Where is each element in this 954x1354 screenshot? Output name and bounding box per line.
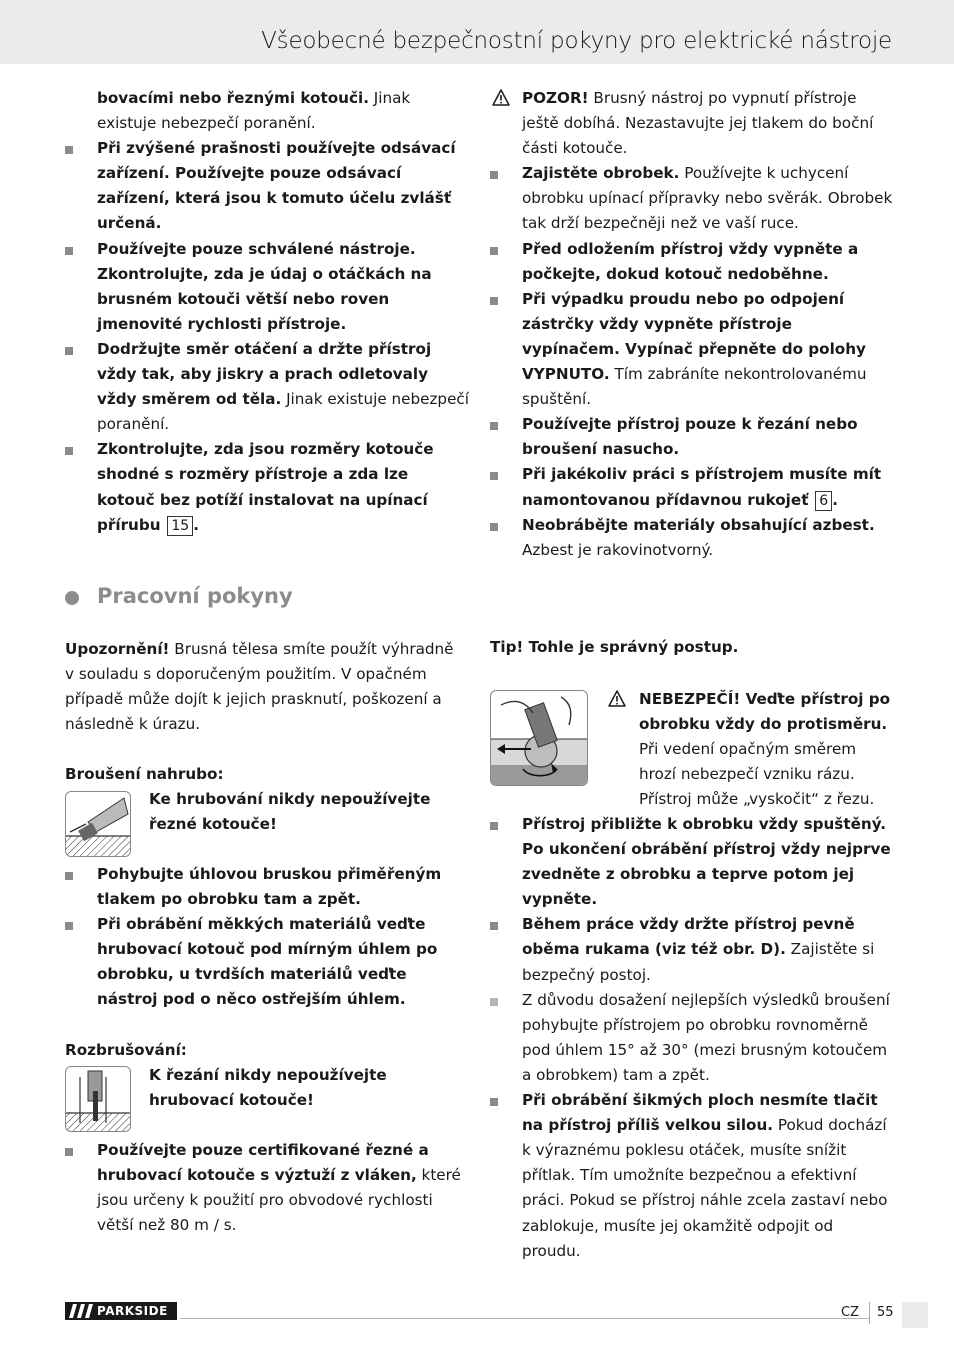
- rough-heading: Broušení nahrubo:: [65, 765, 224, 783]
- bullet-icon: [65, 146, 73, 154]
- bullet-icon: [490, 922, 498, 930]
- warning-triangle-icon: [492, 89, 510, 107]
- list-item: Přístroj přibližte k obrobku vždy spuštěný. Po ukončení obrábění přístroj vždy nejprve zvedněte z obrobku a teprve potom jej vypněte.: [490, 812, 895, 912]
- bullet-icon: [65, 447, 73, 455]
- bullet-icon: [490, 1098, 498, 1106]
- right-column-bottom: [490, 812, 895, 1264]
- danger-block-top: NEBEZPEČÍ! Veďte přístroj po obrobku vždy do protisměru. Při vedení opačným směrem hrozí nebezpečí vzniku rázu. Přístroj může „vyskočit“ z řezu.: [606, 687, 896, 812]
- list-item: Zajistěte obrobek. Používejte k uchycení obrobku upínací přípravky nebo svěrák. Obrobek tak drží bezpečněji než ve vaší ruce.: [490, 161, 895, 236]
- bullet-icon: [490, 523, 498, 531]
- list-item: Při obrábění měkkých materiálů veďte hrubovací kotouč pod mírným úhlem po obrobku, u tvrdších materiálů veďte nástroj pod o něco ostřejším úhlem.: [65, 912, 470, 1012]
- rough-warning: Ke hrubování nikdy nepoužívejte řezné kotouče!: [149, 790, 431, 834]
- cutting-illustration: [65, 1066, 131, 1132]
- list-item: Dodržujte směr otáčení a držte přístroj vždy tak, aby jiskry a prach odletovaly vždy směrem od těla. Jinak existuje nebezpečí poranění.: [65, 337, 470, 437]
- tip-line: Tip! Tohle je správný postup.: [490, 638, 739, 656]
- cut-heading: Rozbrušování:: [65, 1041, 187, 1059]
- cut-warning: K řezání nikdy nepoužívejte hrubovací kotouče!: [149, 1066, 387, 1110]
- cutter-image: [66, 1067, 130, 1131]
- language-code: CZ: [841, 1305, 859, 1320]
- left-column-top: [65, 86, 470, 538]
- footer-tab: [902, 1302, 928, 1328]
- reference-number: 6: [815, 491, 832, 511]
- list-item: Zkontrolujte, zda jsou rozměry kotouče shodné s rozměry přístroje a zda lze kotouč bez potíží instalovat na upínací přírubu 15 .: [65, 437, 470, 537]
- rough-list: [65, 862, 470, 1013]
- bullet-icon: [490, 171, 498, 179]
- list-item: Používejte přístroj pouze k řezání nebo broušení nasucho.: [490, 412, 895, 462]
- grinder-image: [66, 792, 130, 856]
- bullet-icon: [490, 297, 498, 305]
- list-item: Před odložením přístroj vždy vypněte a počkejte, dokud kotouč nedoběhne.: [490, 237, 895, 287]
- list-item: Během práce vždy držte přístroj pevně oběma rukama (viz též obr. D). Zajistěte si bezpečný postoj.: [490, 912, 895, 987]
- footer-separator: [869, 1302, 870, 1324]
- section-heading: Pracovní pokyny: [65, 584, 293, 608]
- section-bullet-icon: [65, 591, 79, 605]
- page-title: Všeobecné bezpečnostní pokyny pro elektrické nástroje: [261, 28, 892, 54]
- bullet-icon: [490, 822, 498, 830]
- cut-list: [65, 1138, 470, 1238]
- bullet-icon: [490, 422, 498, 430]
- list-item: Používejte pouze schválené nástroje. Zkontrolujte, zda je údaj o otáčkách na brusném kotouči větší nebo roven jmenovité rychlosti přístroje.: [65, 237, 470, 337]
- bullet-icon: [490, 247, 498, 255]
- note-paragraph: Upozornění! Brusná tělesa smíte použít výhradně v souladu s doporučeným použitím. V opačném případě může dojít k jejich prasknutí, poškození a následně k úrazu.: [65, 640, 454, 734]
- bullet-icon: [65, 872, 73, 880]
- list-item: Při výpadku proudu nebo po odpojení zástrčky vždy vypněte přístroje vypínačem. Vypínač přepněte do polohy VYPNUTO. Tím zabráníte nekontrolovanému spuštění.: [490, 287, 895, 412]
- list-item: Neobrábějte materiály obsahující azbest. Azbest je rakovinotvorný.: [490, 513, 895, 563]
- footer-divider: [180, 1318, 870, 1319]
- warning-triangle-icon: [608, 690, 626, 708]
- page-number: 55: [877, 1305, 894, 1320]
- continued-paragraph: bovacími nebo řeznými kotouči. Jinak existuje nebezpečí poranění.: [97, 89, 411, 133]
- reference-number: 15: [167, 516, 193, 536]
- brand-name: PARKSIDE: [97, 1304, 168, 1318]
- right-column-top: [490, 86, 895, 563]
- bullet-icon: [65, 922, 73, 930]
- bullet-icon: [65, 1148, 73, 1156]
- list-item: Z důvodu dosažení nejlepších výsledků broušení pohybujte přístrojem po obrobku rovnoměrně pod úhlem 15° až 30° (mezi brusným kotoučem a obrobkem) tam a zpět.: [490, 988, 895, 1088]
- grinder-direction-image: [491, 691, 587, 785]
- direction-illustration: [490, 690, 588, 786]
- brand-logo: [65, 1302, 177, 1320]
- list-item: Používejte pouze certifikované řezné a hrubovací kotouče s výztuží z vláken, které jsou určeny k použití pro obvodové rychlosti větší než 80 m / s.: [65, 1138, 470, 1238]
- list-item: Při obrábění šikmých ploch nesmíte tlačit na přístroj příliš velkou silou. Pokud dochází k výraznému poklesu otáček, musíte snížit přítlak. Tím umožníte bezpečnou a efektivní práci. Pokud se přístroj náhle zcela zastaví nebo zablokuje, musíte jej okamžitě odpojit od proudu.: [490, 1088, 895, 1264]
- bullet-icon: [490, 472, 498, 480]
- rough-grinding-illustration: [65, 791, 131, 857]
- list-item: Při zvýšené prašnosti používejte odsávací zařízení. Používejte pouze odsávací zařízení, která jsou k tomuto účelu zvlášť určená.: [65, 136, 470, 236]
- bullet-icon: [65, 347, 73, 355]
- bullet-icon: [65, 247, 73, 255]
- warning-item: POZOR! Brusný nástroj po vypnutí přístroje ještě dobíhá. Nezastavujte jej tlakem do boční části kotouče.: [490, 86, 895, 161]
- logo-stripes-icon: [67, 1302, 97, 1320]
- list-item: Pohybujte úhlovou bruskou přiměřeným tlakem po obrobku tam a zpět.: [65, 862, 470, 912]
- bullet-icon: [490, 998, 498, 1006]
- list-item: Při jakékoliv práci s přístrojem musíte mít namontovanou přídavnou rukojeť 6 .: [490, 462, 895, 512]
